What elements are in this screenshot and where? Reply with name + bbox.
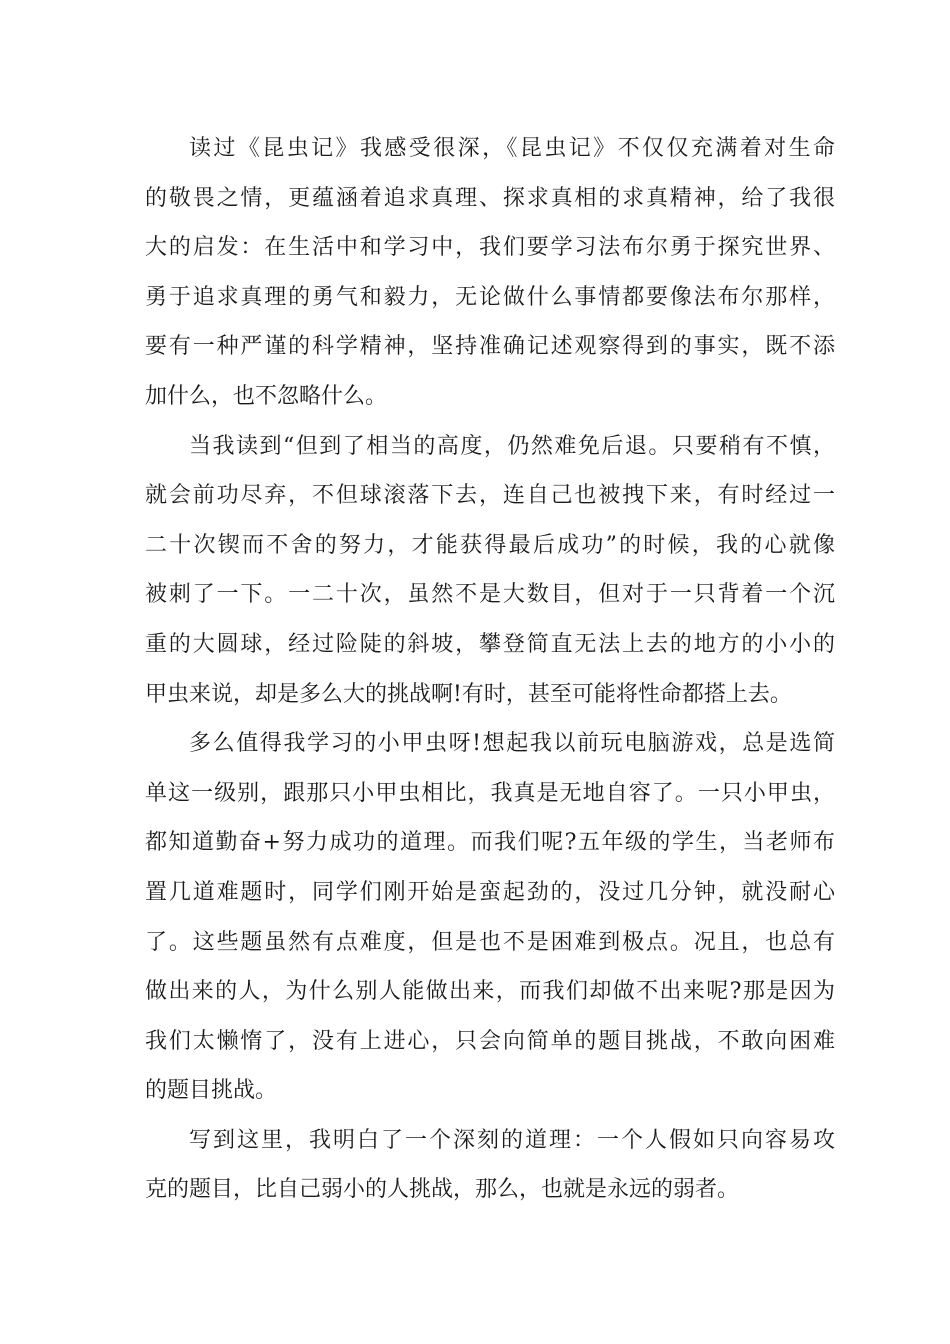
text-line: 就会前功尽弃，不但球滚落下去，连自己也被拽下来，有时经过一	[145, 483, 835, 509]
paragraph-1	[145, 124, 835, 422]
text-line: 要有一种严谨的科学精神，坚持准确记述观察得到的事实，既不添	[145, 334, 835, 360]
text-line: 做出来的人，为什么别人能做出来，而我们却做不出来呢?那是因为	[145, 979, 835, 1005]
text-line: 加什么，也不忽略什么。	[145, 383, 388, 409]
paragraph-2	[145, 422, 835, 720]
text-line: 被刺了一下。一二十次，虽然不是大数目，但对于一只背着一个沉	[145, 582, 835, 608]
text-line: 置几道难题时，同学们刚开始是蛮起劲的，没过几分钟，就没耐心	[145, 879, 835, 905]
text-line: 当我读到“但到了相当的高度，仍然难免后退。只要稍有不慎，	[189, 433, 835, 459]
text-line: 读过《昆虫记》我感受很深，《昆虫记》不仅仅充满着对生命	[189, 136, 835, 161]
text-line: 多么值得我学习的小甲虫呀!想起我以前玩电脑游戏，总是选简	[189, 731, 835, 757]
paragraph-4	[145, 1116, 835, 1215]
text-line: 都知道勤奋+努力成功的道理。而我们呢?五年级的学生，当老师布	[145, 830, 835, 856]
text-line: 克的题目，比自己弱小的人挑战，那么，也就是永远的弱者。	[145, 1177, 740, 1203]
paragraph-3	[145, 719, 835, 1116]
text-line: 的题目挑战。	[145, 1078, 278, 1104]
text-line: 单这一级别，跟那只小甲虫相比，我真是无地自容了。一只小甲虫，	[145, 780, 835, 806]
text-line: 大的启发：在生活中和学习中，我们要学习法布尔勇于探究世界、	[145, 235, 835, 261]
text-line: 的敬畏之情，更蕴涵着追求真理、探求真相的求真精神，给了我很	[145, 185, 835, 211]
text-line: 二十次锲而不舍的努力，才能获得最后成功”的时候，我的心就像	[145, 532, 835, 558]
text-line: 甲虫来说，却是多么大的挑战啊!有时，甚至可能将性命都搭上去。	[145, 681, 792, 707]
text-line: 重的大圆球，经过险陡的斜坡，攀登简直无法上去的地方的小小的	[145, 631, 835, 657]
text-line: 写到这里，我明白了一个深刻的道理：一个人假如只向容易攻	[189, 1127, 835, 1153]
text-line: 勇于追求真理的勇气和毅力，无论做什么事情都要像法布尔那样，	[145, 284, 835, 310]
text-line: 我们太懒惰了，没有上进心，只会向简单的题目挑战，不敢向困难	[145, 1028, 835, 1054]
body-text	[145, 124, 835, 1215]
text-line: 了。这些题虽然有点难度，但是也不是困难到极点。况且，也总有	[145, 929, 835, 955]
